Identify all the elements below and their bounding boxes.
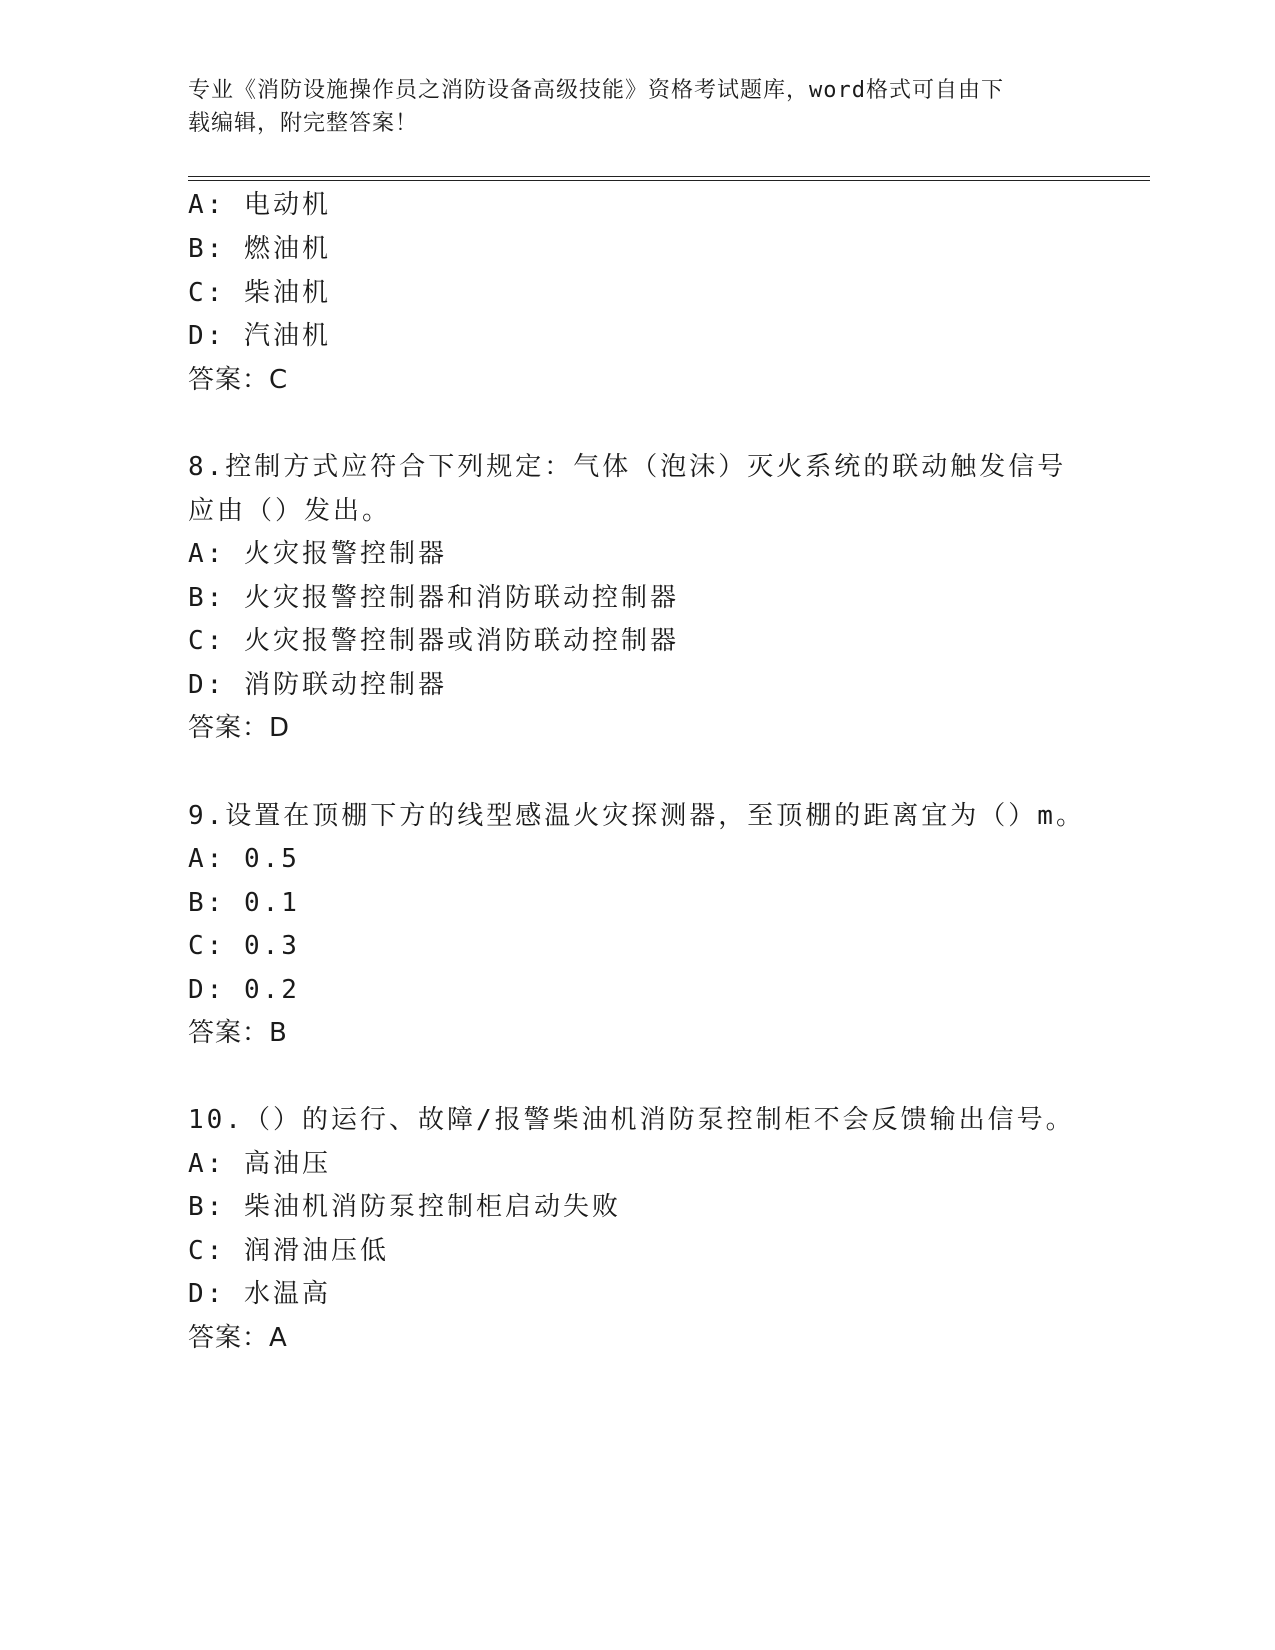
q10-stem-line-1: 10.（）的运行、故障/报警柴油机消防泵控制柜不会反馈输出信号。: [188, 1105, 1075, 1135]
q9-option-a: A: 0.5: [188, 844, 300, 874]
q9-answer: 答案：B: [188, 1018, 288, 1048]
q8-option-d: D: 消防联动控制器: [188, 670, 447, 700]
q10-answer: 答案：A: [188, 1323, 288, 1353]
q10-option-b: B: 柴油机消防泵控制柜启动失败: [188, 1192, 621, 1222]
q8-option-c: C: 火灾报警控制器或消防联动控制器: [188, 626, 679, 656]
q7-answer: 答案：C: [188, 365, 289, 395]
q8-answer: 答案：D: [188, 713, 291, 743]
q8-option-b: B: 火灾报警控制器和消防联动控制器: [188, 583, 679, 613]
q8-stem-line-2: 应由（）发出。: [188, 496, 392, 526]
q7-option-d: D: 汽油机: [188, 321, 331, 351]
q9-option-b: B: 0.1: [188, 888, 300, 918]
q10-option-c: C: 润滑油压低: [188, 1236, 389, 1266]
q8-stem-line-1: 8.控制方式应符合下列规定：气体（泡沫）灭火系统的联动触发信号: [188, 452, 1067, 482]
q7-option-b: B: 燃油机: [188, 234, 331, 264]
q7-option-a: A: 电动机: [188, 190, 331, 220]
q9-option-d: D: 0.2: [188, 975, 300, 1005]
q8-option-a: A: 火灾报警控制器: [188, 539, 447, 569]
header-line-2: 载编辑，附完整答案！: [188, 111, 419, 136]
q9-option-c: C: 0.3: [188, 931, 300, 961]
q9-stem-line-1: 9.设置在顶棚下方的线型感温火灾探测器，至顶棚的距离宜为（）m。: [188, 801, 1085, 831]
q10-option-d: D: 水温高: [188, 1279, 331, 1309]
q10-option-a: A: 高油压: [188, 1149, 331, 1179]
document-header: [188, 74, 1088, 140]
header-line-1: 专业《消防设施操作员之消防设备高级技能》资格考试题库，word格式可自由下: [188, 78, 1004, 103]
q7-option-c: C: 柴油机: [188, 278, 331, 308]
header-divider: [188, 176, 1150, 181]
